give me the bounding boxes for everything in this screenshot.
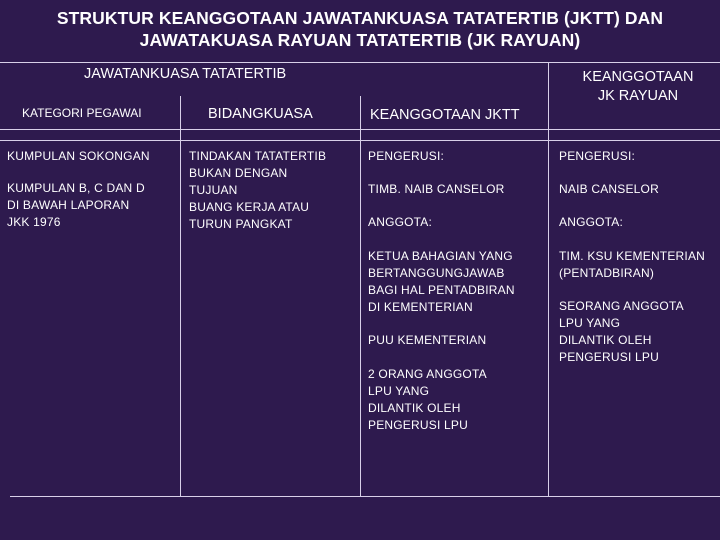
- jktt-subheader-border: [0, 129, 556, 130]
- bidangkuasa-header: BIDANGKUASA: [208, 106, 313, 122]
- jktt-pengerusi: PENGERUSI:: [368, 149, 445, 163]
- jktt-anggota: ANGGOTA:: [368, 215, 433, 229]
- column-divider-1: [180, 96, 181, 496]
- kategori-item-1: KUMPULAN SOKONGAN: [7, 149, 150, 163]
- rayuan-seorang-anggota: SEORANG ANGGOTA LPU YANG DILANTIK OLEH PENGERUSI LPU: [559, 299, 684, 364]
- rayuan-anggota: ANGGOTA:: [559, 215, 624, 229]
- rayuan-pengerusi: PENGERUSI:: [559, 149, 636, 163]
- title-line-2: JAWATAKUASA RAYUAN TATATERTIB (JK RAYUAN): [139, 30, 581, 50]
- column-divider-3: [548, 62, 549, 496]
- rayuan-group-header: KEANGGOTAAN JK RAYUAN: [582, 69, 694, 104]
- bidangkuasa-text: TINDAKAN TATATERTIB BUKAN DENGAN TUJUAN BUANG KERJA ATAU TURUN PANGKAT: [189, 149, 327, 231]
- jktt-dua-orang-anggota: 2 ORANG ANGGOTA LPU YANG DILANTIK OLEH PENGERUSI LPU: [368, 367, 487, 432]
- rayuan-tim-ksu: TIM. KSU KEMENTERIAN (PENTADBIRAN): [559, 249, 706, 280]
- title-line-1: STRUKTUR KEANGGOTAAN JAWATANKUASA TATATERTIB (JKTT) DAN: [56, 8, 664, 28]
- column-divider-2: [360, 96, 361, 496]
- keanggotaan-jktt-header: KEANGGOTAAN JKTT: [370, 107, 520, 123]
- kategori-item-2: KUMPULAN B, C DAN D DI BAWAH LAPORAN JKK 1976: [7, 181, 145, 229]
- table-bottom-border: [10, 496, 720, 497]
- page-title: [0, 7, 720, 51]
- jktt-timb-naib-canselor: TIMB. NAIB CANSELOR: [368, 182, 505, 196]
- jktt-group-header: JAWATANKUASA TATATERTIB: [84, 66, 287, 82]
- jktt-puu-kementerian: PUU KEMENTERIAN: [368, 333, 487, 347]
- rayuan-header-border: [556, 129, 720, 130]
- kategori-header: KATEGORI PEGAWAI: [22, 106, 142, 120]
- table-top-border: [0, 62, 720, 63]
- jktt-ketua-bahagian: KETUA BAHAGIAN YANG BERTANGGUNGJAWAB BAGI HAL PENTADBIRAN DI KEMENTERIAN: [368, 249, 515, 314]
- rayuan-naib-canselor: NAIB CANSELOR: [559, 182, 659, 196]
